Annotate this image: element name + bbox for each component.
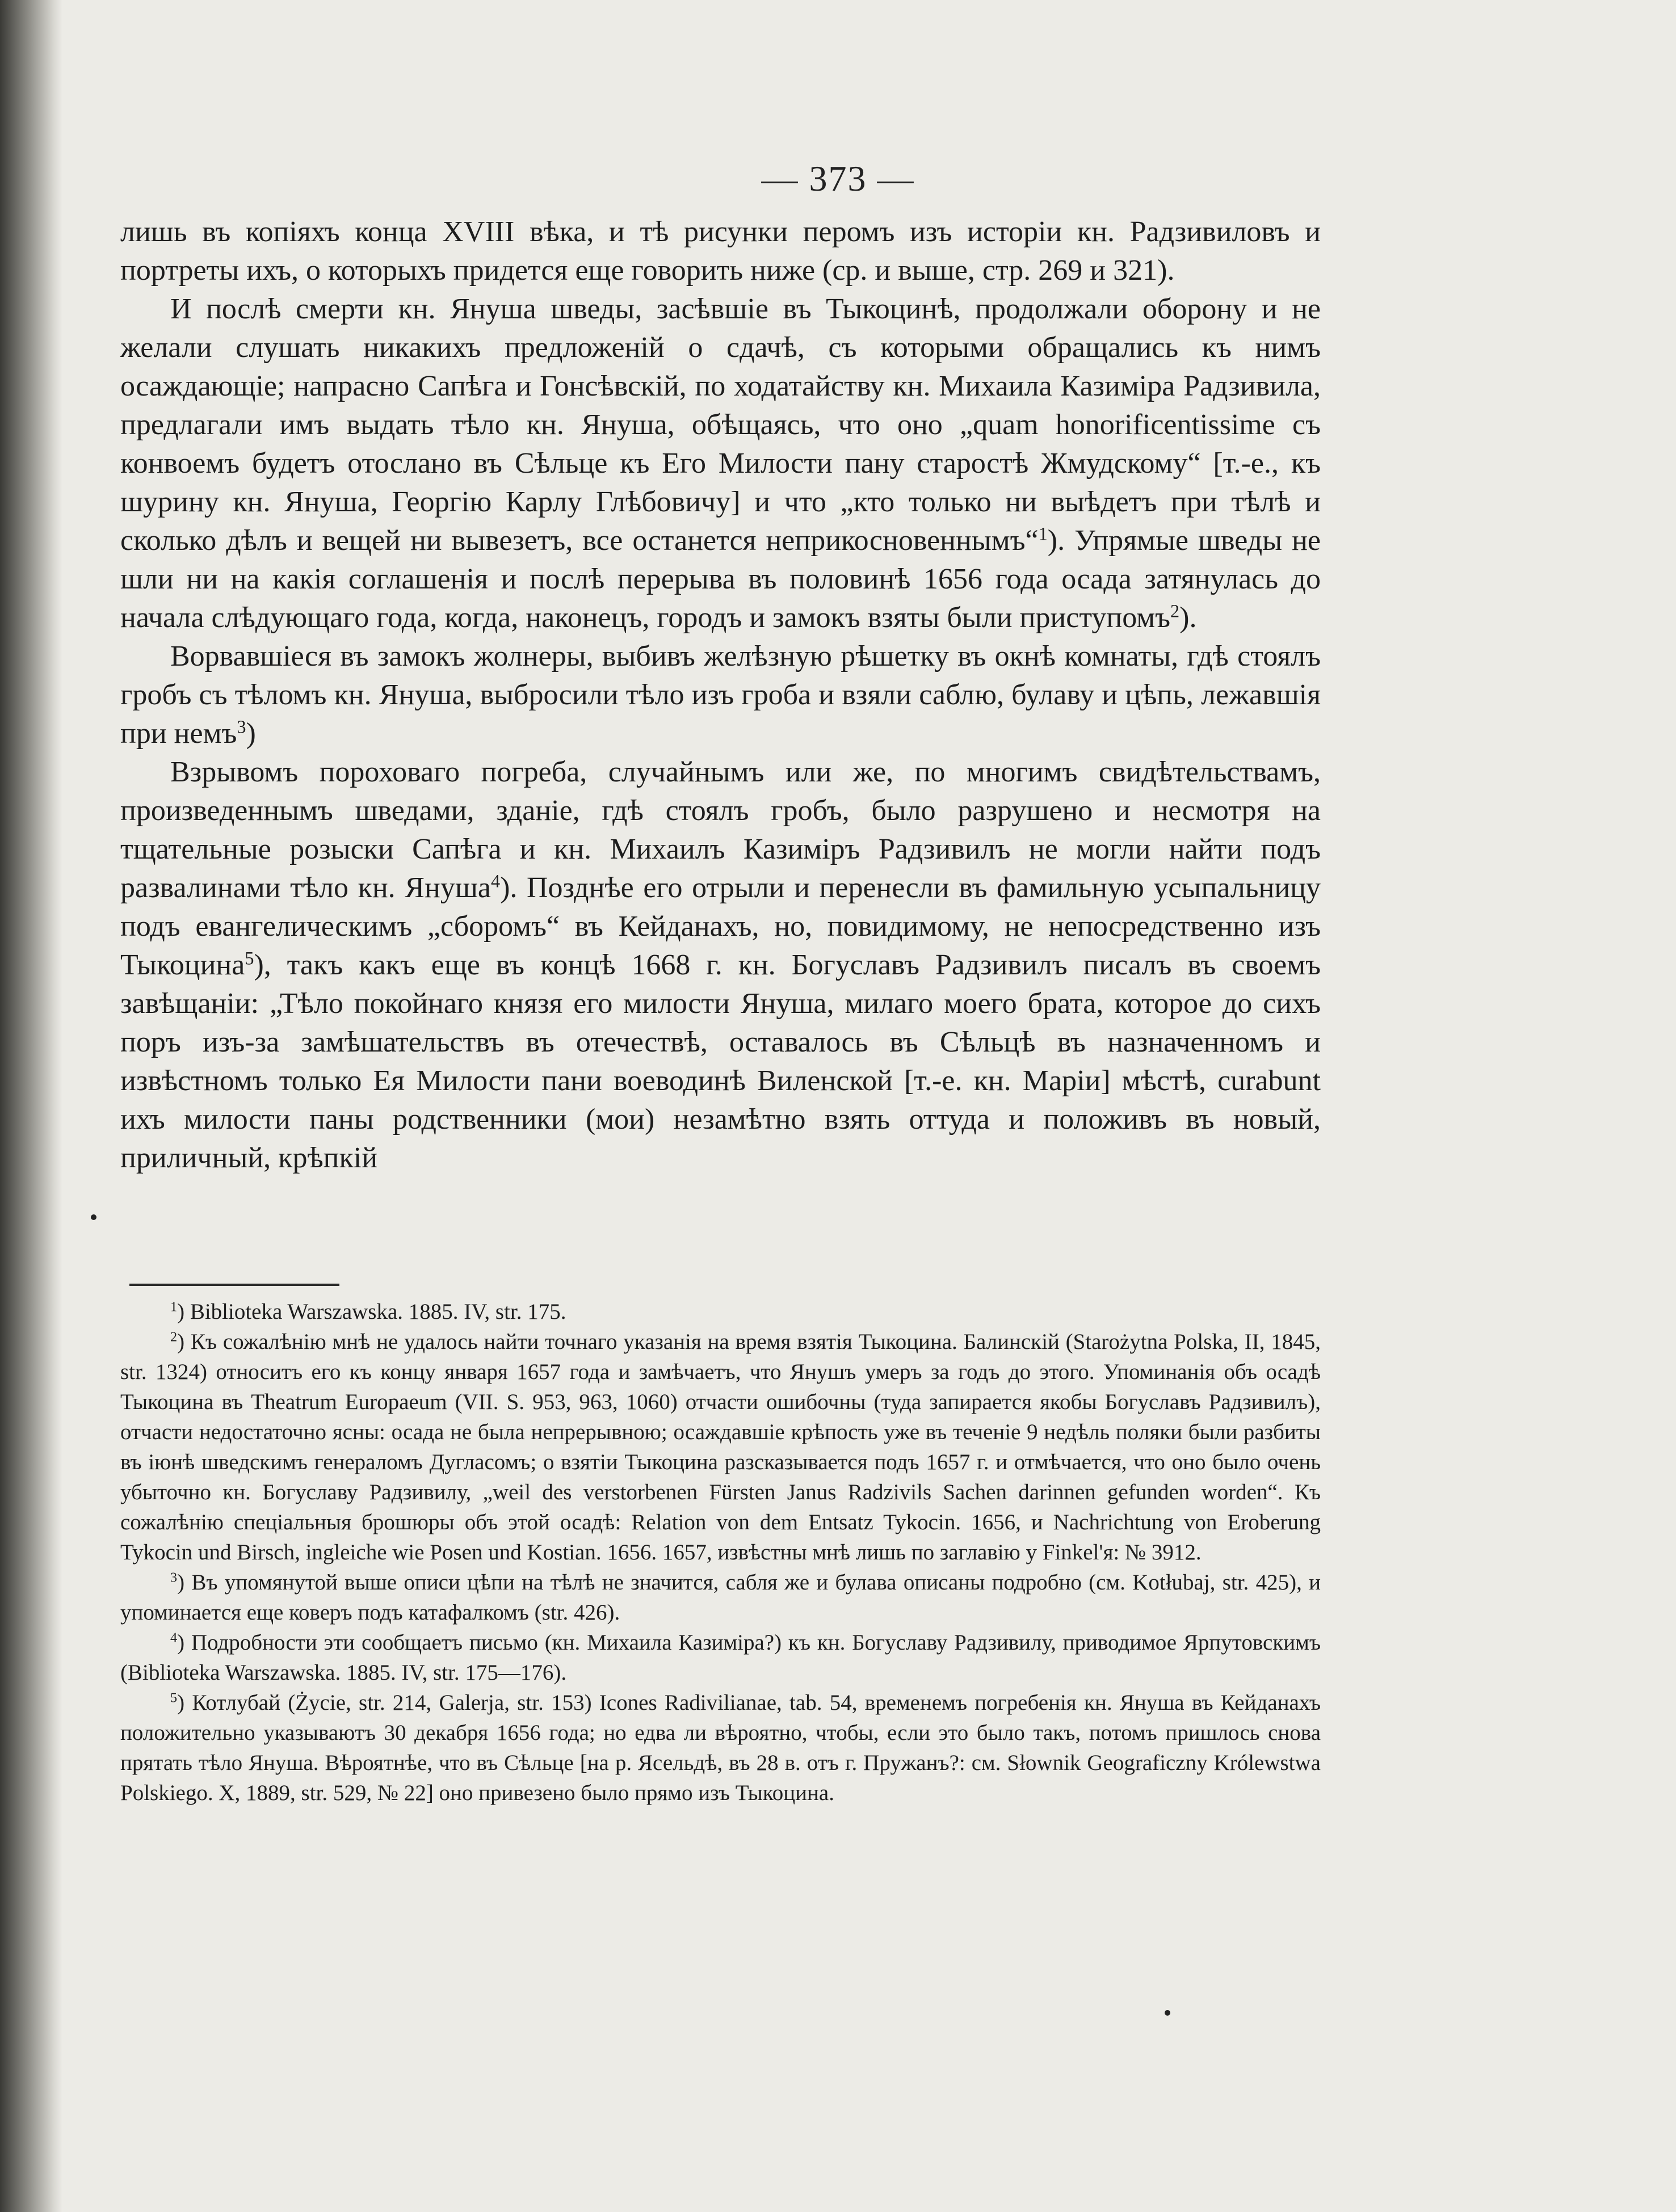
paragraph-1-text: лишь въ копіяхъ конца XVIII вѣка, и тѣ рисунки перомъ изъ исторіи кн. Радзивиловъ и портреты ихъ, о которыхъ придется еще говорить ниже (ср. и выше, стр. 269 и 321). (120, 216, 1321, 287)
footnote-ref-2: 2 (1170, 600, 1180, 621)
footnote-4 (120, 1628, 1321, 1688)
ink-speck (1165, 2010, 1170, 2016)
footnote-text: ) Biblioteka Warszawska. 1885. IV, str. 175. (177, 1300, 566, 1324)
footnote-5 (120, 1688, 1321, 1808)
footnote-ref-1: 1 (1038, 523, 1048, 544)
footnote-3 (120, 1567, 1321, 1628)
paragraph-4 (120, 753, 1321, 1178)
footnote-ref-4: 4 (490, 870, 501, 891)
footnote-ref-3: 3 (237, 716, 246, 737)
footnotes (120, 1297, 1321, 1808)
footnote-text: ) Подробности эти сообщаетъ письмо (кн. Михаила Казиміра?) къ кн. Богуславу Радзивилу, приводимое Ярпутовскимъ (Biblioteka Warszawska. 1885. IV, str. 175—176). (120, 1630, 1321, 1685)
ink-speck (91, 1214, 96, 1220)
binding-shadow (0, 0, 62, 2212)
footnote-ref-5: 5 (245, 948, 254, 969)
paragraph-2-text-a: И послѣ смерти кн. Януша шведы, засѣвшіе въ Тыкоцинѣ, продолжали оборону и не желали слушать никакихъ предложеній о сдачѣ, съ которыми обращались къ нимъ осаждающіе; напрасно Сапѣга и Гонсѣвскій, по ходатайству кн. Михаила Казиміра Радзивила, предлагали имъ выдать тѣло кн. Януша, обѣщаясь, что оно „quam honorificentissime съ конвоемъ будетъ отослано въ Сѣльце къ Его Милости пану старостѣ Жмудскому“ [т.-е., къ шурину кн. Януша, Георгію Карлу Глѣбовичу] и что „кто только ни выѣдетъ при тѣлѣ и сколько дѣлъ и вещей ни вывезетъ, все останется неприкосновеннымъ“ (120, 293, 1321, 557)
paragraph-2-text-b: ). Упрямые шведы не шли ни на какія соглашенія и послѣ перерыва въ половинѣ 1656 года осада затянулась до начала слѣдующаго года, когда, наконецъ, городъ и замокъ взяты были приступомъ (120, 524, 1321, 634)
footnote-text: ) Котлубай (Życie, str. 214, Galerja, str. 153) Icones Radivilianae, tab. 54, временемъ погребенія кн. Януша въ Кейданахъ положительно указываютъ 30 декабря 1656 года; но едва ли вѣроятно, чтобы, если это было такъ, потомъ пришлось снова прятать тѣло Януша. Вѣроятнѣе, что въ Сѣльце [на р. Ясельдѣ, въ 28 в. отъ г. Пружанъ?: см. Słownik Geograficzny Królewstwa Polskiego. X, 1889, str. 529, № 22] оно привезено было прямо изъ Тыкоцина. (120, 1690, 1321, 1805)
paragraph-2 (120, 290, 1321, 637)
paragraph-2-text-c: ). (1179, 602, 1197, 634)
footnote-1 (120, 1297, 1321, 1327)
paragraph-3-text-a: Ворвавшіеся въ замокъ жолнеры, выбивъ желѣзную рѣшетку въ окнѣ комнаты, гдѣ стоялъ гробъ съ тѣломъ кн. Януша, выбросили тѣло изъ гроба и взяли саблю, булаву и цѣпь, лежавшія при немъ (120, 640, 1321, 750)
footnote-2 (120, 1327, 1321, 1567)
footnote-text: ) Въ упомянутой выше описи цѣпи на тѣлѣ не значится, сабля же и булава описаны подробно (см. Kotłubaj, str. 425), и упоминается еще коверъ подъ катафалкомъ (str. 426). (120, 1570, 1321, 1625)
paragraph-4-text-a: Взрывомъ пороховаго погреба, случайнымъ или же, по многимъ свидѣтельствамъ, произведеннымъ шведами, зданіе, гдѣ стоялъ гробъ, было разрушено и несмотря на тщательные розыски Сапѣга и кн. Михаилъ Казиміръ Радзивилъ не могли найти подъ развалинами тѣло кн. Януша (120, 756, 1321, 904)
footnote-number: 2 (170, 1329, 178, 1345)
footnote-number: 4 (170, 1630, 178, 1646)
footnote-number: 1 (170, 1299, 178, 1315)
footnote-divider (129, 1284, 339, 1286)
paragraph-4-text-b: ). Позднѣе его отрыли и перенесли въ фамильную усыпальницу подъ евангелическимъ „сборомъ“ въ Кейданахъ, но, повидимому, не непосредственно изъ Тыкоцина (120, 872, 1321, 981)
main-text (120, 213, 1321, 1178)
footnote-text: ) Къ сожалѣнію мнѣ не удалось найти точнаго указанія на время взятія Тыкоцина. Балинскій (Starożytna Polska, II, 1845, str. 1324) относитъ его къ концу января 1657 года и замѣчаетъ, что Янушъ умеръ за годъ до этого. Упоминанія объ осадѣ Тыкоцина въ Theatrum Europaeum (VII. S. 953, 963, 1060) отчасти ошибочны (туда запирается якобы Богуславъ Радзивилъ), отчасти недостаточно ясны: осада не была непрерывною; осаждавшіе крѣпость уже въ теченіе 9 недѣль поляки были разбиты въ іюнѣ шведскимъ генераломъ Дугласомъ; о взятіи Тыкоцина разсказывается подъ 1657 г. и отмѣчается, что оно было очень убыточно кн. Богуславу Радзивилу, „weil des verstorbenen Fürsten Janus Radzivils Sachen darinnen gefunden worden“. Къ сожалѣнію спеціальныя брошюры объ этой осадѣ: Relation von dem Entsatz Tykocin. 1656, и Nachrichtung von Eroberung Tykocin und Birsch, ingleiche wie Posen und Kostian. 1656. 1657, извѣстны мнѣ лишь по заглавію у Finkel'я: № 3912. (120, 1330, 1321, 1565)
page-number: — 373 — (761, 158, 915, 199)
footnote-number: 3 (170, 1570, 178, 1586)
paragraph-3-text-b: ) (246, 717, 256, 750)
paragraph-3 (120, 637, 1321, 753)
paragraph-1 (120, 213, 1321, 290)
paragraph-4-text-c: ), такъ какъ еще въ концѣ 1668 г. кн. Богуславъ Радзивилъ писалъ въ своемъ завѣщаніи: „Тѣло покойнаго князя его милости Януша, милаго моего брата, которое до сихъ поръ изъ-за замѣшательствъ въ отечествѣ, оставалось въ Сѣльцѣ въ назначенномъ и извѣстномъ только Ея Милости пани воеводинѣ Виленской [т.-е. кн. Маріи] мѣстѣ, curabunt ихъ милости паны родственники (мои) незамѣтно взять оттуда и положивъ въ новый, приличный, крѣпкій (120, 949, 1321, 1174)
footnote-number: 5 (170, 1690, 178, 1706)
